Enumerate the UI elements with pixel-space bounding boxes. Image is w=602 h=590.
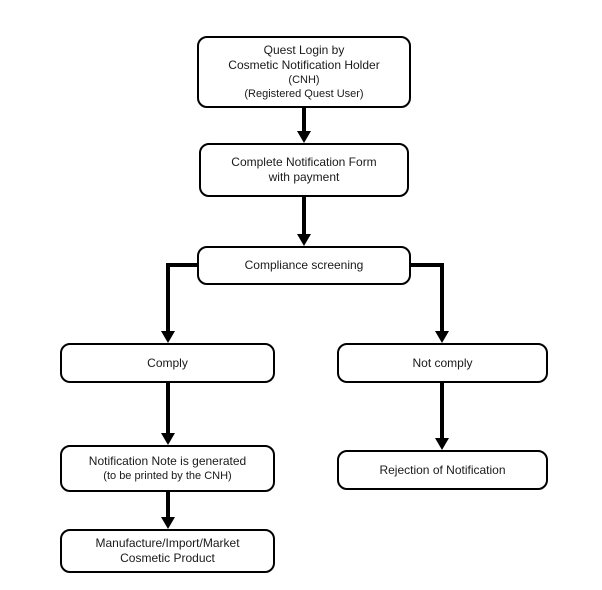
node-quest-login-line1: Quest Login by <box>263 43 345 57</box>
node-complete-form <box>199 143 409 197</box>
node-compliance-screening <box>197 246 411 285</box>
arrow-quest-to-form <box>297 106 311 143</box>
node-quest-login-line3: (CNH) <box>288 74 320 86</box>
node-manufacture <box>60 529 275 573</box>
node-notification-note-line1: Notification Note is generated <box>88 454 247 468</box>
node-quest-login <box>197 36 411 108</box>
node-complete-form-line1: Complete Notification Form <box>231 155 377 169</box>
node-manufacture-line2: Cosmetic Product <box>120 551 215 565</box>
node-notification-note-line2: (to be printed by the CNH) <box>103 470 232 482</box>
node-rejection <box>337 450 548 490</box>
node-compliance-screening-line1: Compliance screening <box>244 258 364 272</box>
node-not-comply-line1: Not comply <box>412 355 473 370</box>
arrow-comply-to-note <box>161 381 175 445</box>
node-quest-login-line4: (Registered Quest User) <box>244 88 364 100</box>
node-rejection-line1: Rejection of Notification <box>379 462 506 477</box>
node-notification-note <box>60 445 275 492</box>
node-comply <box>60 343 275 383</box>
node-manufacture-line1: Manufacture/Import/Market <box>95 536 240 550</box>
arrow-form-to-screening <box>297 195 311 246</box>
node-not-comply <box>337 343 548 383</box>
arrow-not-comply-to-rejection <box>435 381 449 450</box>
arrow-screening-to-comply <box>161 265 198 343</box>
node-quest-login-line2: Cosmetic Notification Holder <box>228 58 380 72</box>
node-comply-line1: Comply <box>147 355 188 370</box>
node-complete-form-line2: with payment <box>268 170 340 184</box>
arrow-note-to-manufacture <box>161 490 175 529</box>
arrow-screening-to-not-comply <box>410 265 449 343</box>
